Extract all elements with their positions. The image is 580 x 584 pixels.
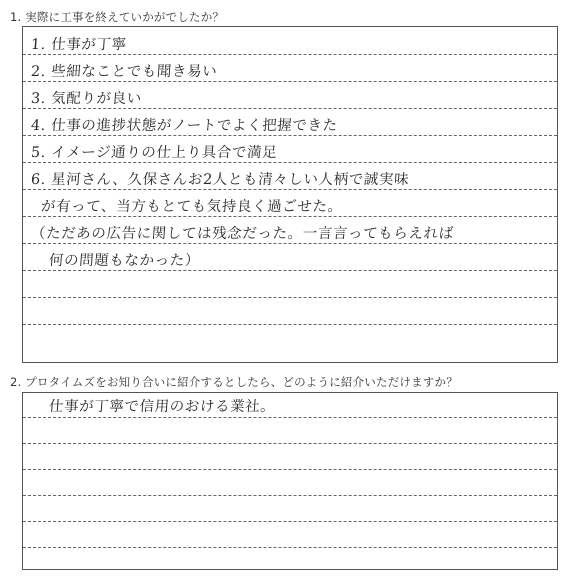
answer-box-2 bbox=[22, 392, 558, 570]
ruled-line bbox=[23, 324, 557, 325]
ruled-line bbox=[23, 495, 557, 496]
handwritten-answer-line: 何の問題もなかった） bbox=[48, 253, 201, 269]
handwritten-answer-line: （ただあの広告に関しては残念だった。一言言ってもらえれば bbox=[30, 226, 455, 242]
handwritten-answer-line: 3. 気配りが良い bbox=[30, 91, 143, 107]
ruled-line bbox=[23, 135, 557, 136]
ruled-line bbox=[23, 297, 557, 298]
ruled-line bbox=[23, 162, 557, 163]
ruled-line bbox=[23, 417, 557, 418]
handwritten-answer-line: 2. 些細なことでも聞き易い bbox=[30, 64, 218, 80]
ruled-line bbox=[23, 443, 557, 444]
ruled-line bbox=[23, 81, 557, 82]
ruled-line bbox=[23, 54, 557, 55]
ruled-line bbox=[23, 216, 557, 217]
handwritten-answer-line: が有って、当方もとても気持良く過ごせた。 bbox=[40, 199, 344, 215]
ruled-line bbox=[23, 270, 557, 271]
question-1-title: 1. 実際に工事を終えていかがでしたか？ bbox=[10, 10, 225, 24]
handwritten-answer-line: 5. イメージ通りの仕上り具合で満足 bbox=[30, 145, 278, 161]
ruled-line bbox=[23, 189, 557, 190]
answer-box-1 bbox=[22, 26, 558, 363]
handwritten-answer-line: 6. 星河さん、久保さんお2人とも清々しい人柄で誠実味 bbox=[30, 172, 410, 188]
handwritten-answer-line: 1. 仕事が丁寧 bbox=[30, 37, 128, 53]
ruled-line bbox=[23, 243, 557, 244]
ruled-line bbox=[23, 469, 557, 470]
ruled-line bbox=[23, 521, 557, 522]
ruled-line bbox=[23, 108, 557, 109]
question-2-title: 2. プロタイムズをお知り合いに紹介するとしたら、どのように紹介いただけますか？ bbox=[10, 375, 458, 389]
ruled-line bbox=[23, 547, 557, 548]
handwritten-answer-line: 4. 仕事の進捗状態がノートでよく把握できた bbox=[30, 118, 339, 134]
handwritten-answer-line: 仕事が丁寧で信用のおける業社。 bbox=[48, 399, 276, 415]
